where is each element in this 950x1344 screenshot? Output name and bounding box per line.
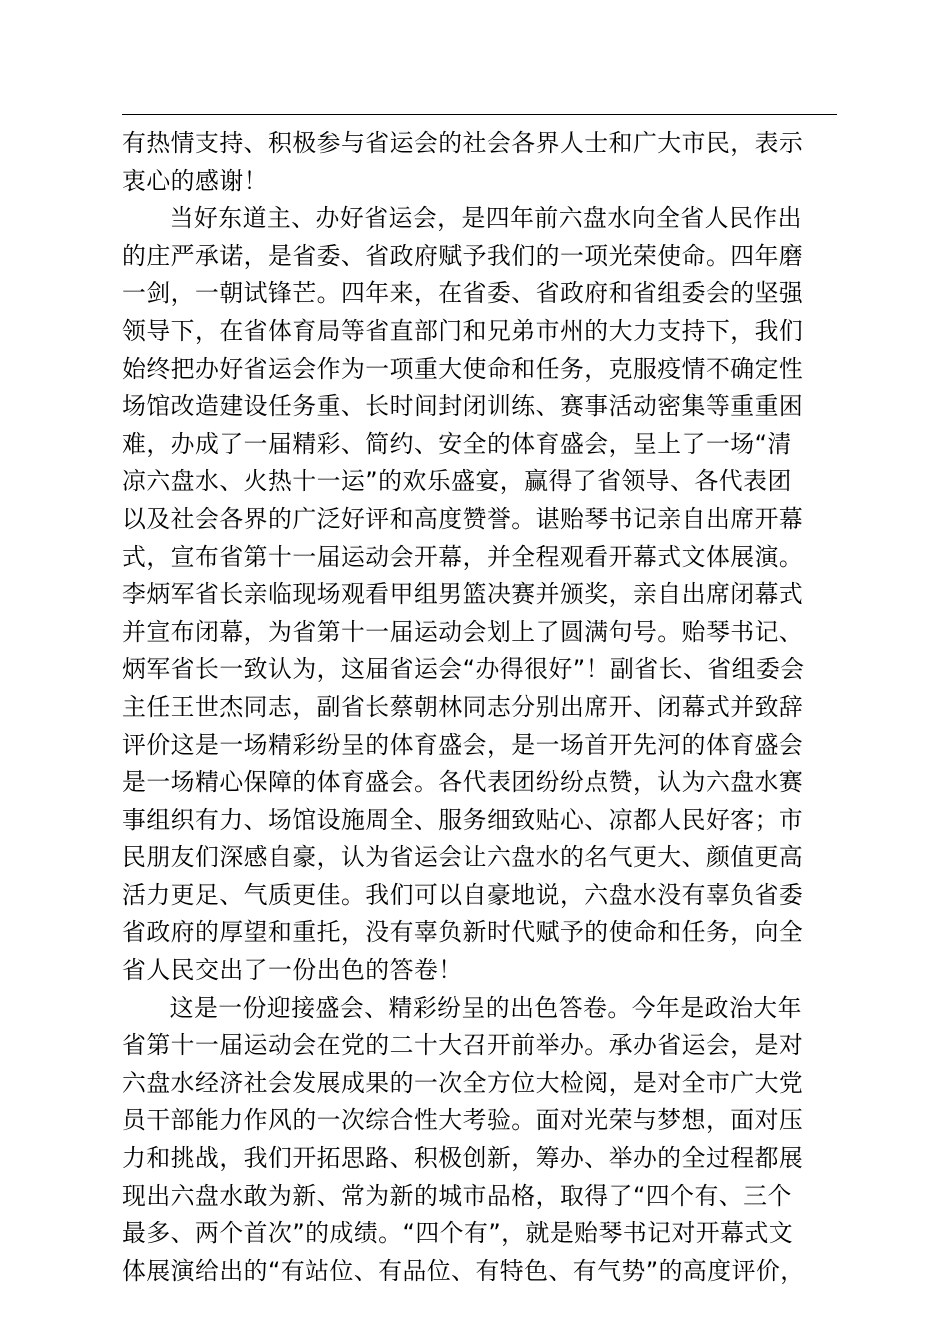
text-line: 炳军省长一致认为，这届省运会“办得很好”！副省长、省组委会 bbox=[122, 655, 805, 684]
text-line: 省第十一届运动会在党的二十大召开前举办。承办省运会，是对 bbox=[122, 1031, 804, 1060]
text-line: 一剑，一朝试锋芒。四年来，在省委、省政府和省组委会的坚强 bbox=[122, 279, 804, 308]
text-line: 是一场精心保障的体育盛会。各代表团纷纷点赞，认为六盘水赛 bbox=[122, 768, 804, 797]
header-rule bbox=[122, 114, 837, 115]
text-line: 难，办成了一届精彩、简约、安全的体育盛会，呈上了一场“清 bbox=[122, 429, 792, 458]
text-line: 领导下，在省体育局等省直部门和兄弟市州的大力支持下，我们 bbox=[122, 316, 804, 345]
text-line: 凉六盘水、火热十一运”的欢乐盛宴，赢得了省领导、各代表团 bbox=[122, 467, 792, 496]
text-line: 这是一份迎接盛会、精彩纷呈的出色答卷。今年是政治大年 bbox=[169, 993, 802, 1022]
text-line: 式，宣布省第十一届运动会开幕，并全程观看开幕式文体展演。 bbox=[122, 542, 804, 571]
text-line: 始终把办好省运会作为一项重大使命和任务，克服疫情不确定性 bbox=[122, 354, 804, 383]
text-line: 以及社会各界的广泛好评和高度赞誉。谌贻琴书记亲自出席开幕 bbox=[122, 504, 804, 533]
document-body bbox=[122, 125, 842, 1290]
text-line: 评价这是一场精彩纷呈的体育盛会，是一场首开先河的体育盛会 bbox=[122, 730, 804, 759]
text-line: 活力更足、气质更佳。我们可以自豪地说，六盘水没有辜负省委 bbox=[122, 880, 804, 909]
text-line: 现出六盘水敢为新、常为新的城市品格，取得了“四个有、三个 bbox=[122, 1181, 792, 1210]
text-line: 并宣布闭幕，为省第十一届运动会划上了圆满句号。贻琴书记、 bbox=[122, 617, 804, 646]
text-line: 的庄严承诺，是省委、省政府赋予我们的一项光荣使命。四年磨 bbox=[122, 241, 804, 270]
text-line: 有热情支持、积极参与省运会的社会各界人士和广大市民，表示 bbox=[122, 129, 804, 157]
text-line: 场馆改造建设任务重、长时间封闭训练、赛事活动密集等重重困 bbox=[122, 392, 804, 421]
text-line: 体展演给出的“有站位、有品位、有特色、有气势”的高度评价， bbox=[122, 1256, 805, 1285]
text-line: 力和挑战，我们开拓思路、积极创新，筹办、举办的全过程都展 bbox=[122, 1144, 804, 1173]
text-line: 衷心的感谢！ bbox=[122, 166, 268, 195]
text-line: 李炳军省长亲临现场观看甲组男篮决赛并颁奖，亲自出席闭幕式 bbox=[122, 580, 804, 609]
text-line: 事组织有力、场馆设施周全、服务细致贴心、凉都人民好客；市 bbox=[122, 805, 804, 834]
text-line: 六盘水经济社会发展成果的一次全方位大检阅，是对全市广大党 bbox=[122, 1068, 804, 1097]
text-line: 民朋友们深感自豪，认为省运会让六盘水的名气更大、颜值更高 bbox=[122, 843, 804, 872]
text-line: 当好东道主、办好省运会，是四年前六盘水向全省人民作出 bbox=[169, 204, 802, 233]
text-line: 主任王世杰同志，副省长蔡朝林同志分别出席开、闭幕式并致辞 bbox=[122, 692, 804, 721]
text-line: 省政府的厚望和重托，没有辜负新时代赋予的使命和任务，向全 bbox=[122, 918, 804, 947]
text-line: 最多、两个首次”的成绩。“四个有”，就是贻琴书记对开幕式文 bbox=[122, 1219, 794, 1248]
text-line: 省人民交出了一份出色的答卷！ bbox=[122, 956, 463, 985]
text-line: 员干部能力作风的一次综合性大考验。面对光荣与梦想，面对压 bbox=[122, 1106, 804, 1135]
